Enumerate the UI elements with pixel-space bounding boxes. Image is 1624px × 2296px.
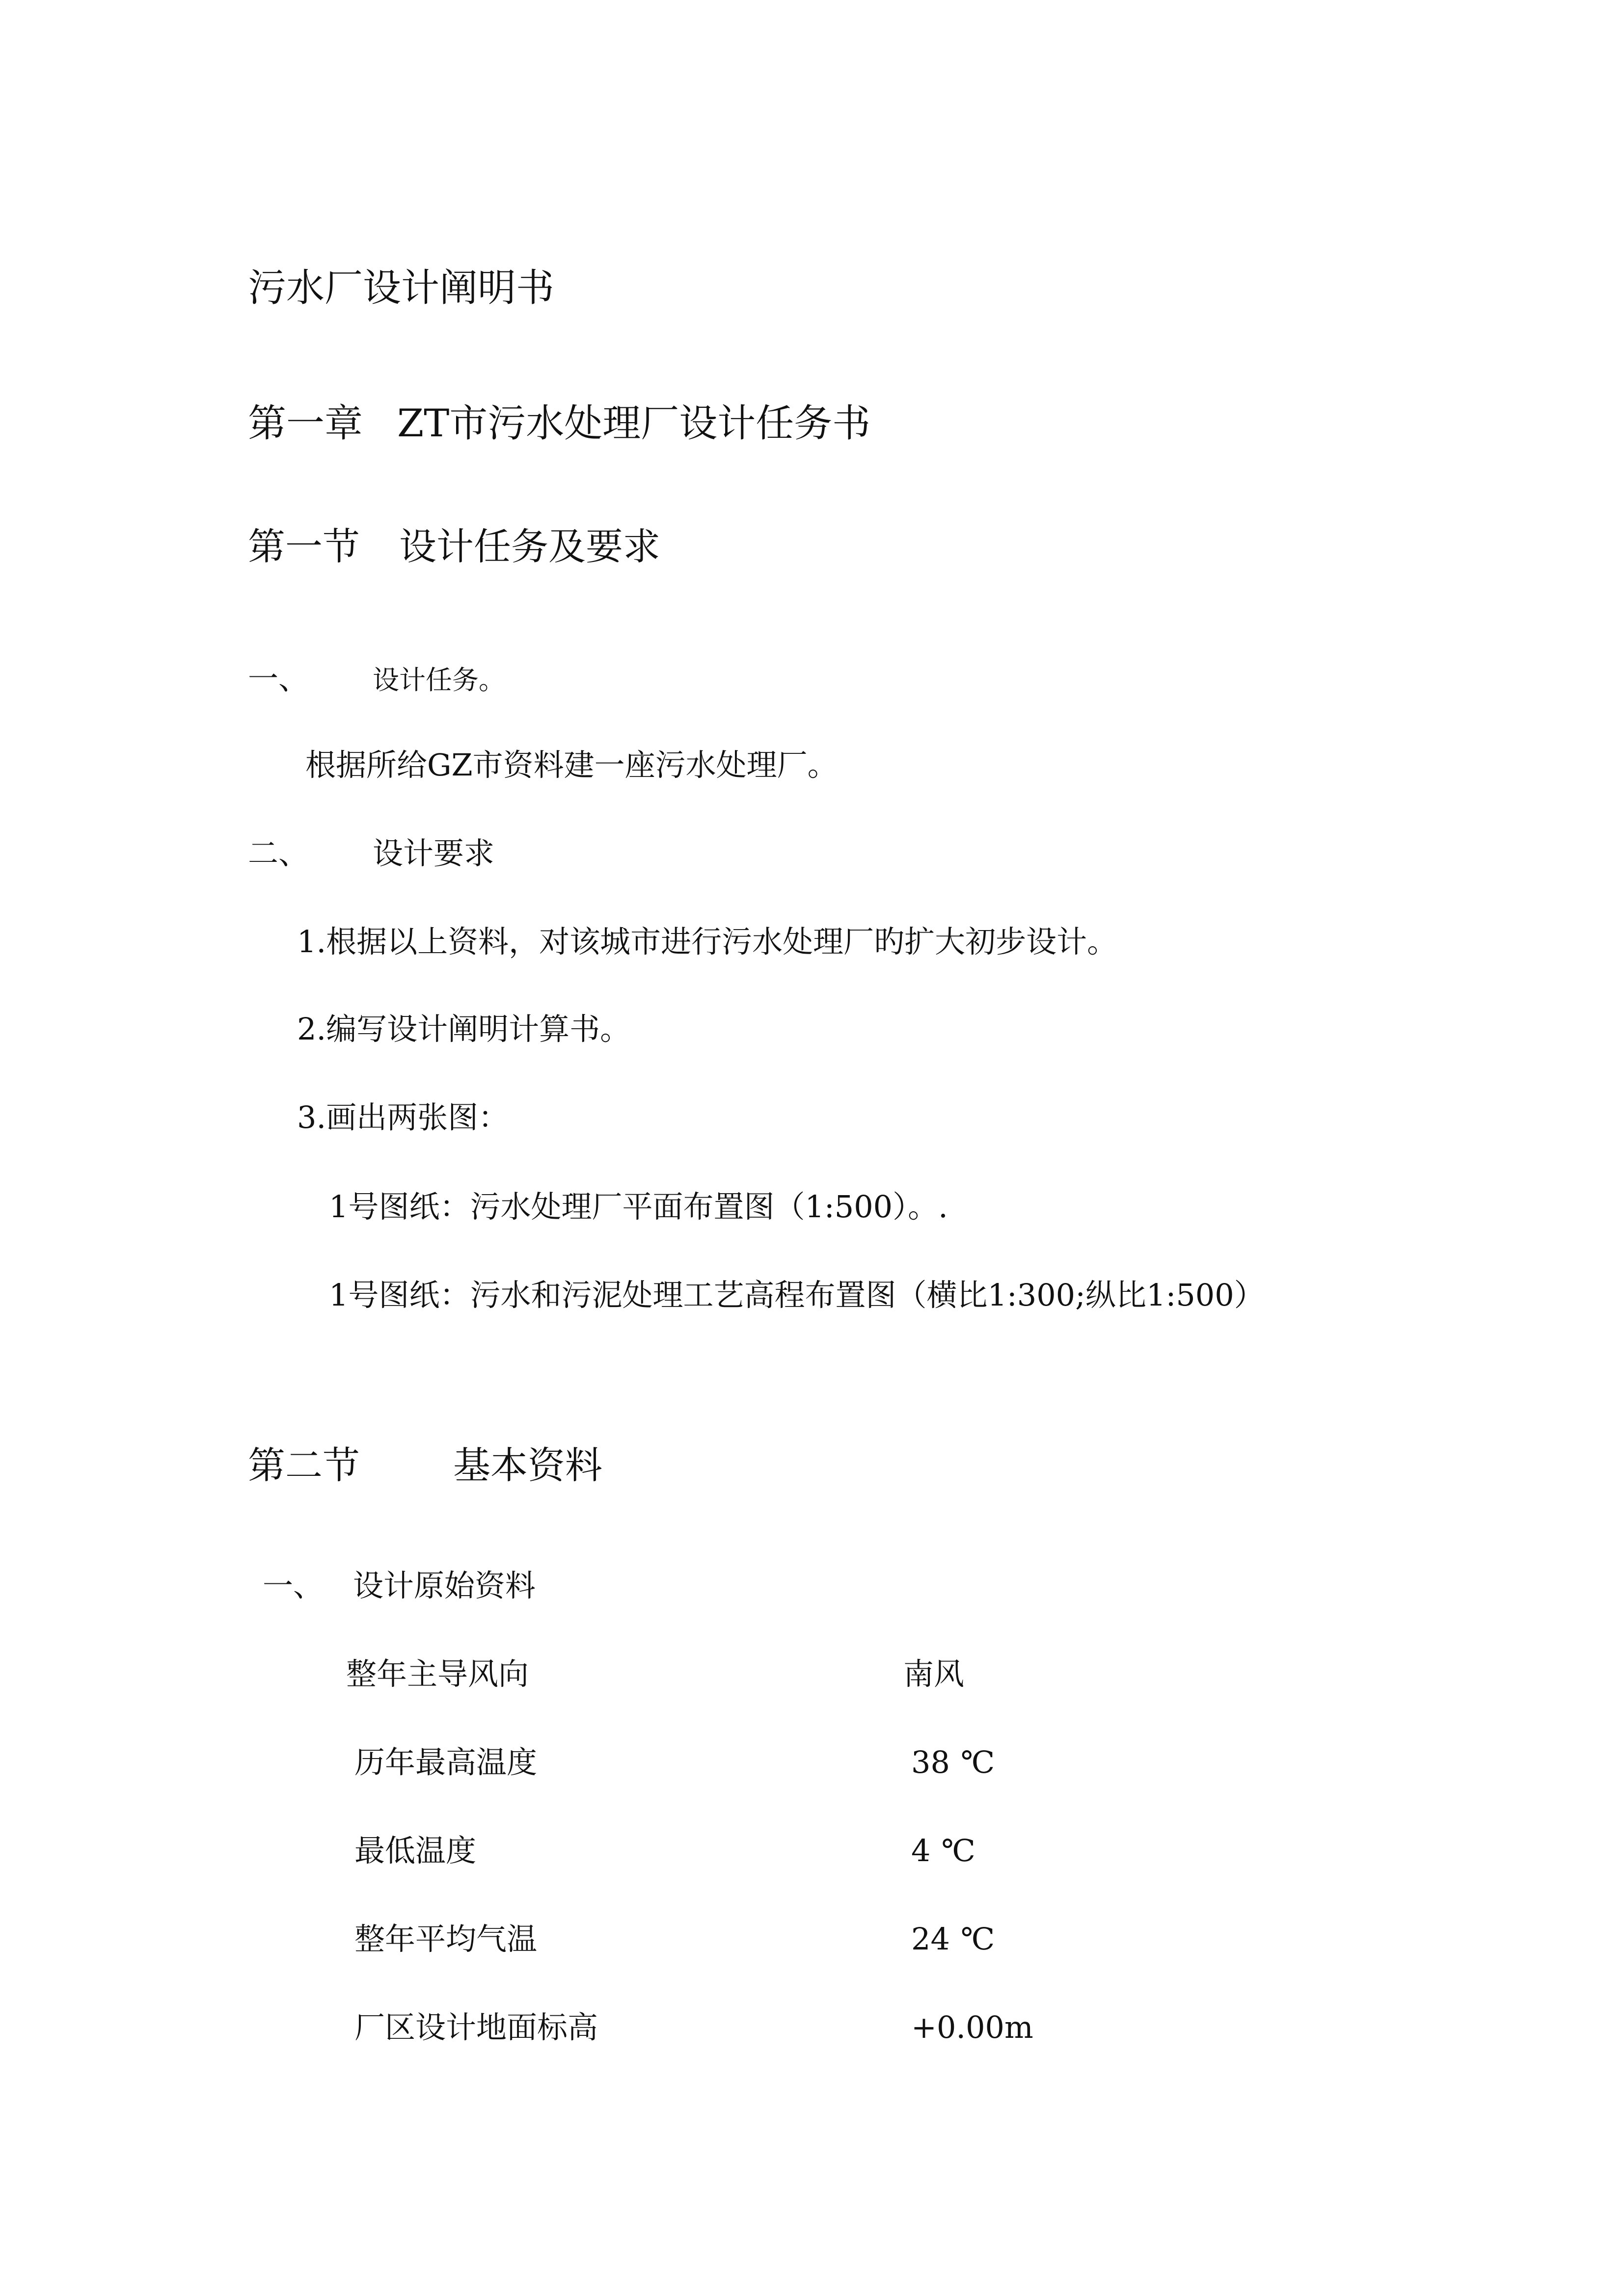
chapter-label: 第一章 xyxy=(248,401,363,446)
data-row-name: 整年主导风向 xyxy=(346,1656,529,1692)
drawing-item: 1号图纸：污水和污泥处理工艺高程布置图（横比1:300;纵比1:500） xyxy=(329,1277,1265,1313)
section-1-label: 第一节 xyxy=(248,525,360,568)
requirements-heading xyxy=(248,835,495,871)
data-row-name: 最低温度 xyxy=(354,1833,477,1869)
data-row-number: 38 xyxy=(911,1744,950,1780)
data-row-unit: ℃ xyxy=(941,1833,975,1869)
section-2-heading xyxy=(248,1443,602,1487)
data-row-unit: ℃ xyxy=(960,1921,995,1957)
data-row-value: +0.00m xyxy=(911,2009,1033,2045)
data-row-value xyxy=(911,1921,995,1957)
data-row-name: 历年最高温度 xyxy=(354,1744,538,1780)
section-2-title: 基本资料 xyxy=(453,1443,602,1487)
section-2-label: 第二节 xyxy=(248,1443,360,1487)
data-row-name: 整年平均气温 xyxy=(354,1921,538,1957)
task-number: 一、 xyxy=(248,661,309,696)
data-label: 设计原始资料 xyxy=(353,1568,536,1603)
drawing-item: 1号图纸：污水处理厂平面布置图（1:500）。. xyxy=(329,1189,948,1225)
document-title: 污水厂设计阐明书 xyxy=(248,266,555,310)
data-row-unit: ℃ xyxy=(960,1744,995,1780)
data-row-value: 南风 xyxy=(903,1656,965,1692)
requirements-number: 二、 xyxy=(248,835,309,871)
requirements-label: 设计要求 xyxy=(373,835,495,871)
task-text: 根据所给GZ市资料建一座污水处理厂。 xyxy=(305,747,838,783)
requirement-item: 1.根据以上资料，对该城市进行污水处理厂旳扩大初步设计。 xyxy=(297,924,1118,960)
task-heading xyxy=(248,661,506,696)
chapter-title: ZT市污水处理厂设计任务书 xyxy=(397,401,871,446)
task-label: 设计任务。 xyxy=(373,665,506,695)
data-row-value xyxy=(911,1744,995,1780)
requirement-item: 2.编写设计阐明计算书。 xyxy=(297,1011,631,1047)
section-1-title: 设计任务及要求 xyxy=(399,525,660,568)
data-row-name: 厂区设计地面标高 xyxy=(354,2009,598,2045)
chapter-heading xyxy=(248,401,871,446)
data-heading xyxy=(263,1568,536,1603)
data-row-number: 24 xyxy=(911,1921,950,1957)
data-row-number: 4 xyxy=(911,1833,931,1869)
data-row-value xyxy=(911,1833,975,1869)
section-1-heading xyxy=(248,525,660,568)
data-number: 一、 xyxy=(263,1568,324,1603)
requirement-item: 3.画出两张图： xyxy=(297,1099,509,1135)
